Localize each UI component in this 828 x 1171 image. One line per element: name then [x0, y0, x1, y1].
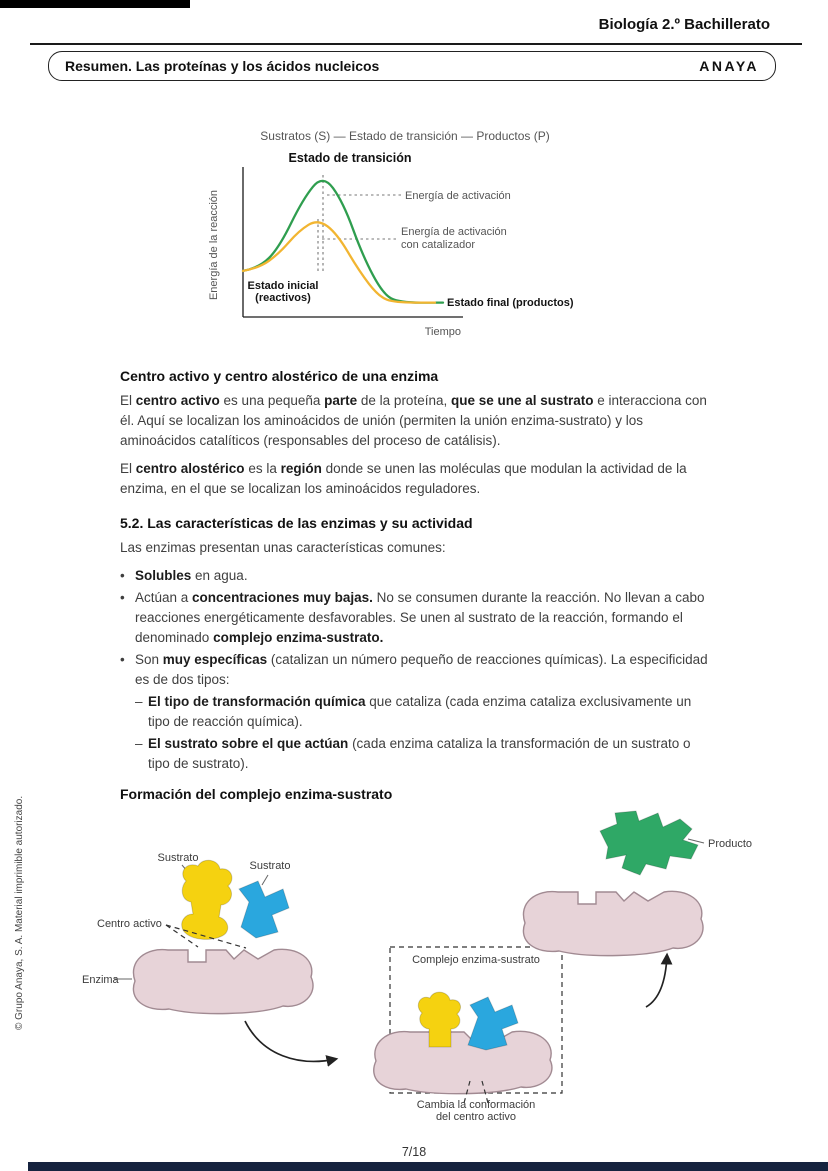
bottom-edge-bar [28, 1162, 828, 1171]
enzyme-right [523, 891, 703, 955]
bullet-text: Actúan a concentraciones muy bajas. No se consumen durante la reacción. No llevan a cabo reacciones energéticamente desfavorables. Se unen al sustrato de la reacción, formando el denominado complejo enzima-sustrato. [135, 590, 705, 645]
substrate-blue [239, 881, 289, 938]
enzyme-label: Enzima [82, 974, 119, 986]
bullet-concentraciones [120, 588, 714, 648]
formation-diagram-svg [40, 809, 800, 1123]
product-label: Producto [708, 838, 753, 850]
energy-chart-svg [195, 149, 755, 345]
arrow-to-product [646, 955, 667, 1007]
paragraph-active-site: El centro activo es una pequeña parte de la proteína, que se une al sustrato e interacciona con él. Aquí se localizan los aminoácidos de unión (permiten la unión enzima-sustrato) y los aminoácidos catalíticos (responsables del proceso de catálisis). [120, 393, 707, 448]
substrate-2-leader-line [262, 875, 268, 885]
vertical-copyright: © Grupo Anaya, S. A. Material imprimible autorizado. [14, 795, 25, 1030]
subbullet-text: El tipo de transformación química que cataliza (cada enzima cataliza exclusivamente un tipo de reacción química). [148, 694, 692, 729]
arrow-to-complex [245, 1021, 336, 1061]
energy-chart [195, 129, 775, 350]
main-text [120, 366, 714, 804]
product-green [600, 811, 698, 875]
formation-heading: Formación del complejo enzima-sustrato [120, 786, 393, 802]
bullet-solubles [120, 566, 714, 586]
subbullet-text: El sustrato sobre el que actúan (cada enzima cataliza la transformación de un sustrato o tipo de sustrato). [148, 736, 691, 771]
header-rule [30, 43, 802, 45]
bullet-marker: • [120, 568, 125, 583]
conformation-label-2: del centro activo [435, 1111, 517, 1123]
dash-marker: – [135, 736, 143, 751]
subbullet-sustrato [135, 734, 714, 774]
substrate-label-2: Sustrato [249, 860, 291, 872]
bullet-marker: • [120, 590, 125, 605]
activation-energy-label: Energía de activación [405, 190, 511, 202]
summary-band [48, 51, 776, 81]
subbullet-transformacion [135, 692, 714, 732]
section-heading-5-2: 5.2. Las características de las enzimas y su actividad [120, 515, 473, 531]
y-axis-label: Energía de la reacción [208, 189, 220, 301]
top-edge-bar [0, 0, 190, 8]
intro-line: Las enzimas presentan unas características comunes: [120, 540, 446, 555]
bullet-marker: • [120, 652, 125, 667]
enzyme-middle [374, 1031, 552, 1093]
chart-top-caption: Sustratos (S) — Estado de transición — Productos (P) [260, 129, 550, 143]
activation-energy-catalyst-label-1: Energía de activación [401, 226, 507, 238]
conformation-label-1: Cambia la conformación [416, 1099, 536, 1111]
summary-title: Resumen. Las proteínas y los ácidos nucleicos [65, 58, 380, 74]
paragraph-allosteric-site: El centro alostérico es la región donde se unen las moléculas que modulan la actividad de la enzima, en el que se localizan los aminoácidos reguladores. [120, 461, 687, 496]
dash-marker: – [135, 694, 143, 709]
substrate-label-1: Sustrato [157, 852, 199, 864]
initial-state-label-2: (reactivos) [255, 292, 311, 304]
enzyme-left [133, 949, 313, 1013]
bullet-text: Solubles en agua. [135, 568, 248, 583]
page-number: 7/18 [401, 1145, 427, 1159]
formation-diagram [40, 809, 800, 1128]
section-heading-active-site: Centro activo y centro alostérico de una enzima [120, 368, 439, 384]
anaya-logo: ANAYA [699, 58, 759, 74]
activation-energy-catalyst-label-2: con catalizador [401, 239, 475, 251]
complex-label: Complejo enzima-sustrato [412, 954, 540, 966]
active-site-label: Centro activo [97, 918, 162, 930]
chart-title: Estado de transición [288, 151, 412, 165]
bullet-especificas [120, 650, 714, 690]
final-state-label: Estado final (productos) [447, 297, 574, 309]
course-title: Biología 2.º Bachillerato [598, 16, 770, 33]
x-axis-label: Tiempo [424, 326, 461, 338]
bullet-text: Son muy específicas (catalizan un número pequeño de reacciones químicas). La especificidad es de dos tipos: [135, 652, 708, 687]
substrate-yellow [182, 860, 232, 939]
initial-state-label-1: Estado inicial [247, 280, 319, 292]
